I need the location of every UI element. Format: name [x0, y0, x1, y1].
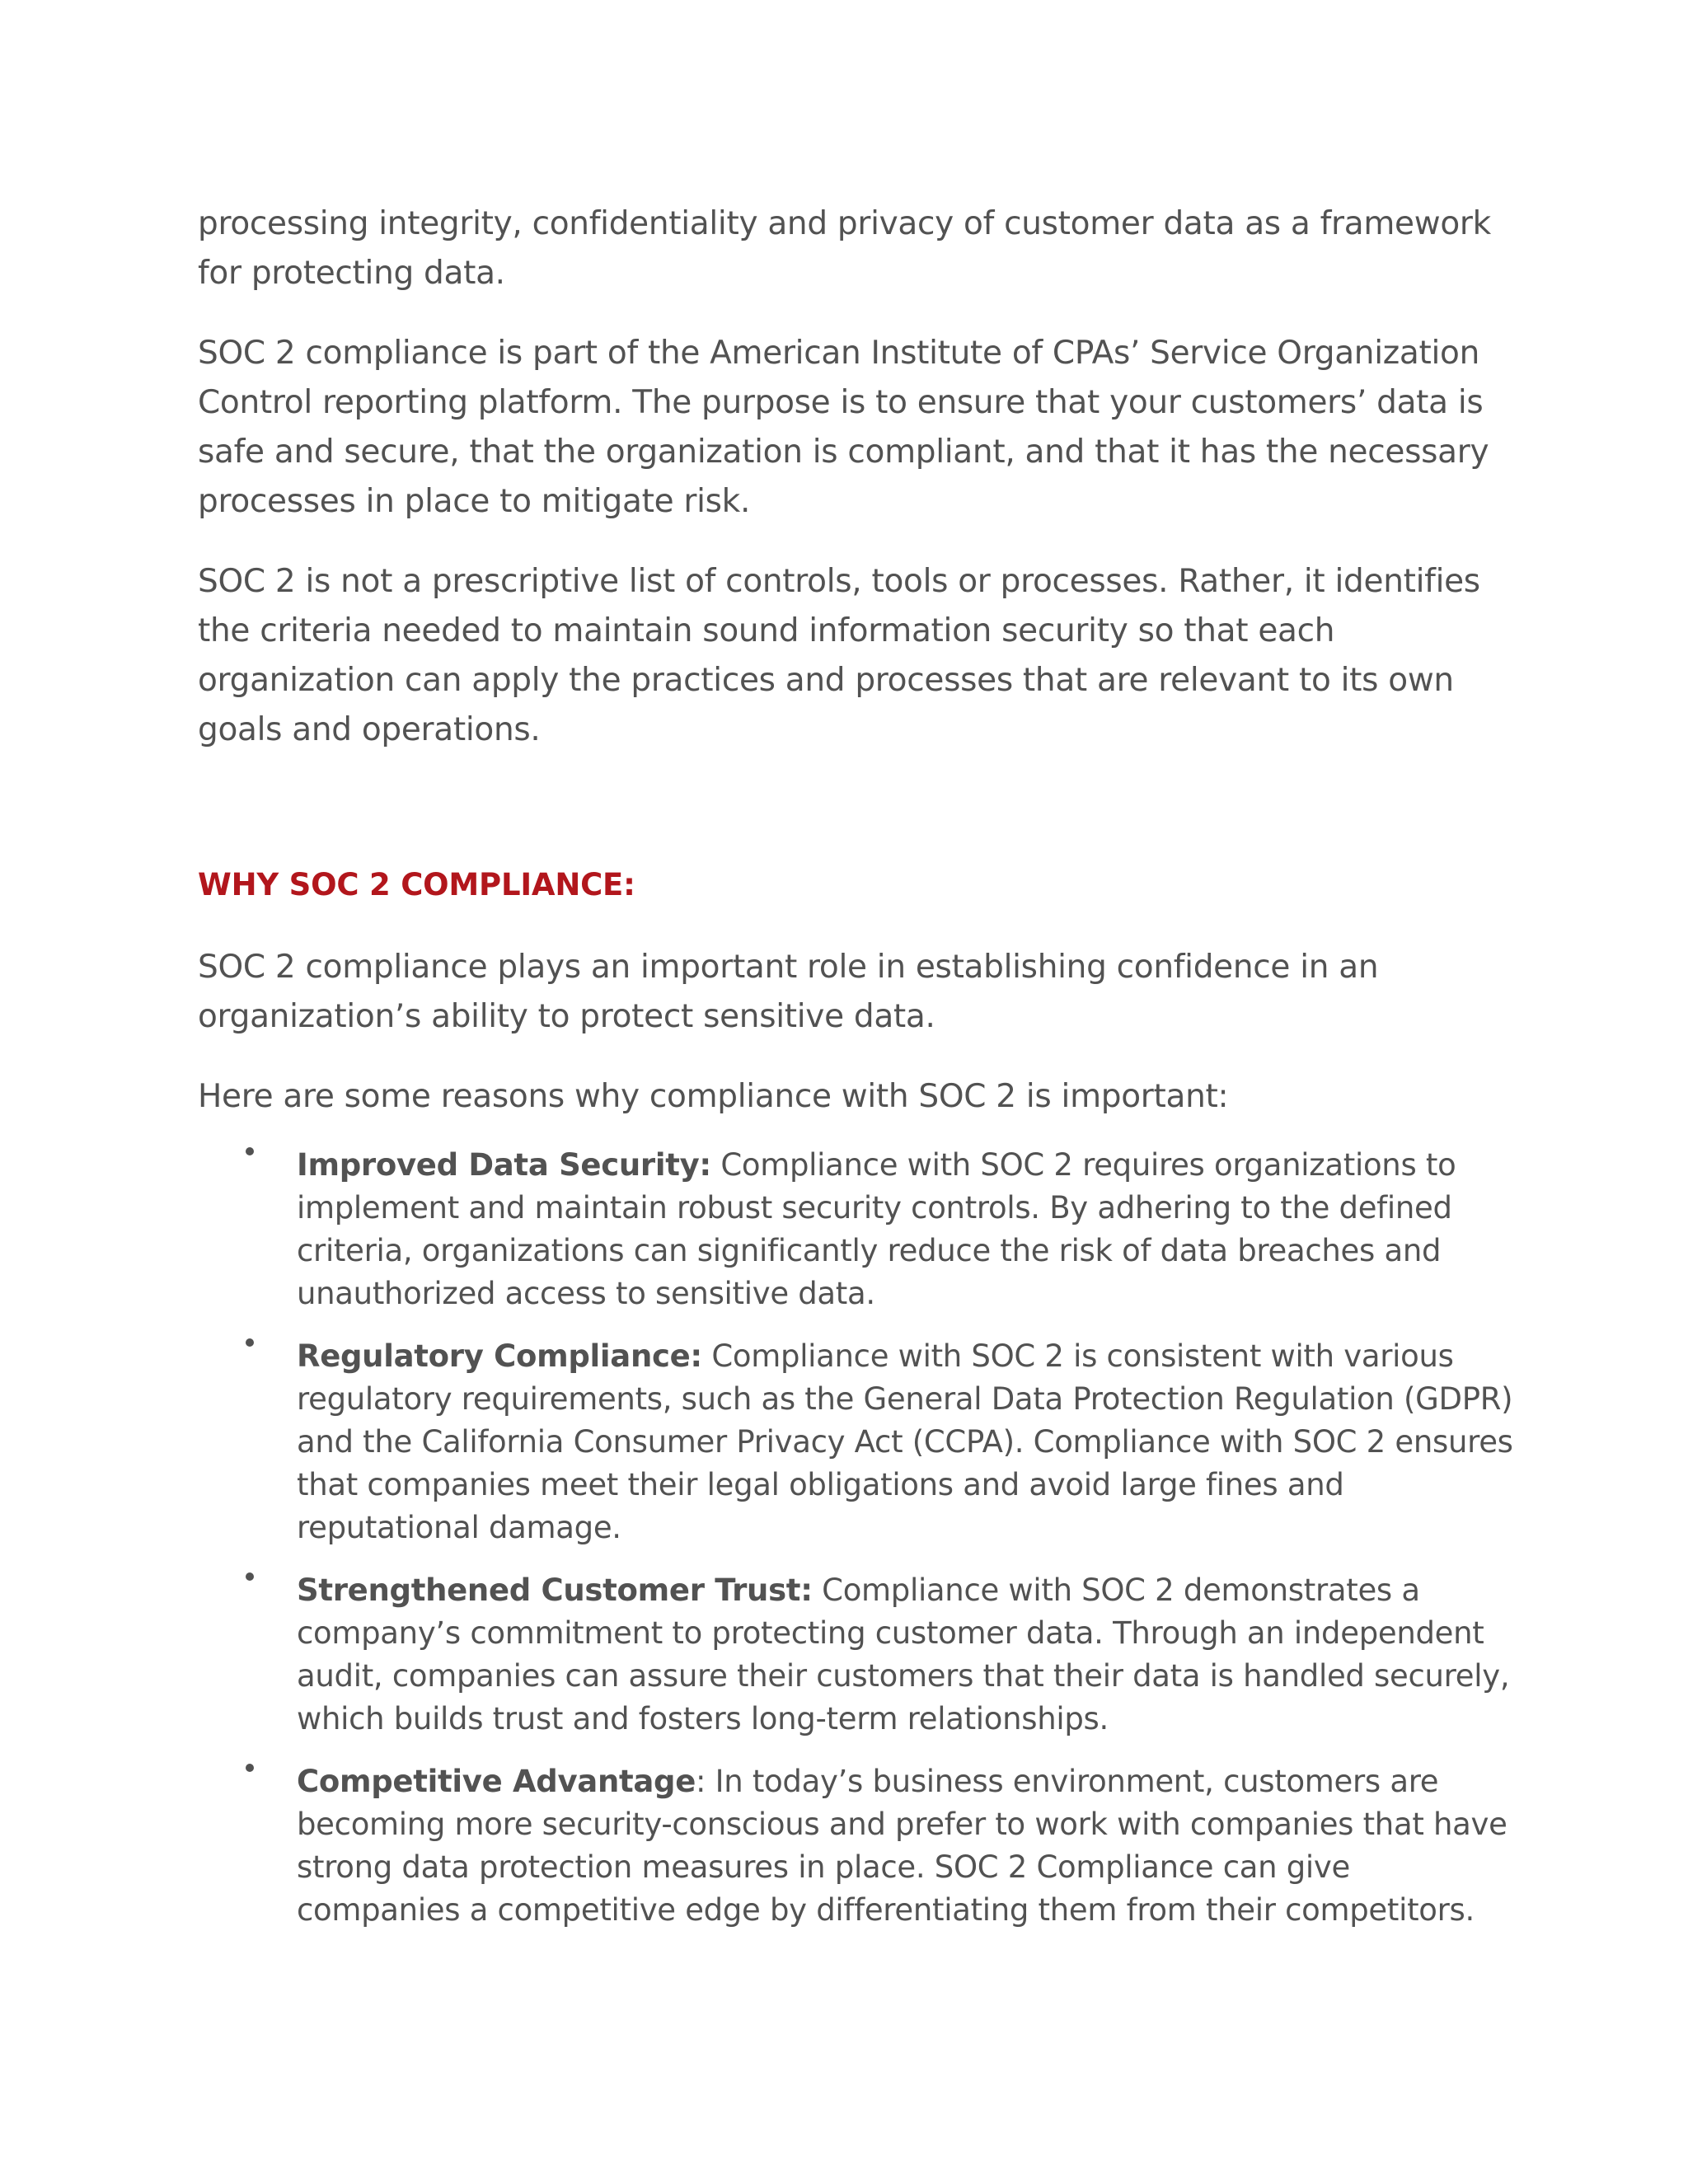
intro-paragraph: processing integrity, confidentiality and privacy of customer data as a framework for protecting data. [198, 205, 1491, 292]
bullet-icon [246, 1572, 254, 1581]
section-heading: WHY SOC 2 COMPLIANCE: [198, 867, 635, 902]
document-page [198, 199, 1517, 1952]
list-item [297, 1144, 1517, 1315]
section-paragraph: SOC 2 compliance plays an important role in establishing confidence in an organization’s ability to protect sensitive data. [198, 949, 1379, 1035]
bullet-icon [246, 1764, 254, 1772]
list-item [297, 1760, 1517, 1932]
bullet-icon [246, 1147, 254, 1155]
list-item-text: Compliance with SOC 2 demonstrates a company’s commitment to protecting customer data. Through an independent audit, companies can assure their customers that their data is handled securely, which builds trust and fosters long-term relationships. [297, 1572, 1510, 1736]
list-item-title: Regulatory Compliance: [297, 1338, 702, 1374]
intro-paragraph: SOC 2 compliance is part of the American Institute of CPAs’ Service Organization Control reporting platform. The purpose is to ensure that your customers’ data is safe and secure, that the organization is compliant, and that it has the necessary processes in place to mitigate risk. [198, 335, 1489, 520]
list-item [297, 1335, 1517, 1549]
list-item-title: Competitive Advantage [297, 1764, 696, 1799]
list-item-text: Compliance with SOC 2 requires organizations to implement and maintain robust security controls. By adhering to the defined criteria, organizations can significantly reduce the risk of data breaches and unauthorized access to sensitive data. [297, 1147, 1456, 1311]
list-item-text: Compliance with SOC 2 is consistent with various regulatory requirements, such as the General Data Protection Regulation (GDPR) and the California Consumer Privacy Act (CCPA). Compliance with SOC 2 ensures that companies meet their legal obligations and avoid large fines and reputational damage. [297, 1338, 1513, 1545]
list-item-title: Strengthened Customer Trust: [297, 1572, 813, 1608]
bullet-icon [246, 1338, 254, 1347]
list-item [297, 1569, 1517, 1741]
list-item-text: : In today’s business environment, customers are becoming more security-conscious and prefer to work with companies that have strong data protection measures in place. SOC 2 Compliance can give companies a competitive edge by differentiating them from their competitors. [297, 1764, 1507, 1928]
reasons-list [198, 1144, 1517, 1932]
intro-paragraph: SOC 2 is not a prescriptive list of controls, tools or processes. Rather, it identifies the criteria needed to maintain sound information security so that each organization can apply the practices and processes that are relevant to its own goals and operations. [198, 563, 1480, 748]
list-item-title: Improved Data Security: [297, 1147, 711, 1183]
section-paragraph: Here are some reasons why compliance with SOC 2 is important: [198, 1078, 1229, 1115]
